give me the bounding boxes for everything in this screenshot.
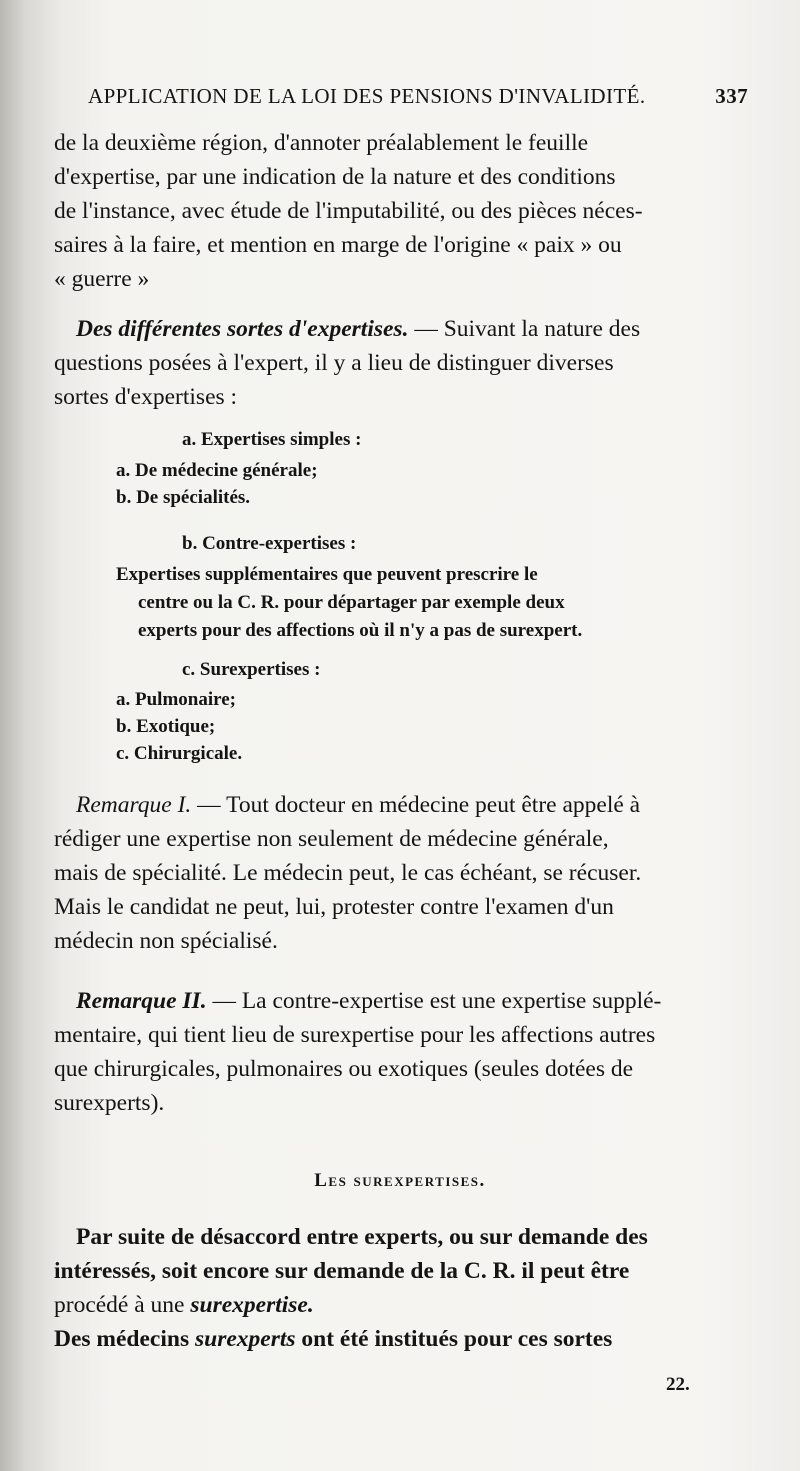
text-span: surexperts [194, 1326, 296, 1352]
signature-mark: 22. [666, 1374, 690, 1395]
text-span: surexpertise. [190, 1292, 314, 1318]
text-line: surexperts). [54, 1090, 165, 1116]
list-b-text [116, 561, 676, 645]
paragraph-2 [54, 312, 744, 414]
page-number: 337 [715, 84, 748, 108]
remark-2 [54, 984, 744, 1120]
text-span: procédé à une [54, 1292, 185, 1318]
text-span: — La contre-expertise est une expertise supplé- [212, 988, 662, 1014]
remark-1 [54, 788, 744, 958]
list-c-items [116, 686, 242, 767]
text-line: Expertises supplémentaires que peuvent prescrire le [116, 564, 538, 585]
text-line: Par suite de désaccord entre experts, ou sur demande des [76, 1224, 648, 1250]
text-line: de la deuxième région, d'annoter préalablement le feuille [54, 130, 589, 156]
list-c-title: c. Surexpertises : [182, 659, 321, 680]
text-line: questions posées à l'expert, il y a lieu de distinguer diverses [54, 350, 614, 376]
text-span: — Tout docteur en médecine peut être appelé à [197, 792, 641, 818]
paragraph-1 [54, 126, 744, 296]
header-title: APPLICATION DE LA LOI DES PENSIONS D'INVALIDITÉ. [88, 84, 646, 108]
text-line [54, 1322, 744, 1356]
text-line: que chirurgicales, pulmonaires ou exotiques (seules dotées de [54, 1056, 634, 1082]
paragraph-3 [54, 1220, 744, 1322]
text-line: mais de spécialité. Le médecin peut, le cas échéant, se récuser. [54, 860, 642, 886]
text-span: ont été institués pour ces sortes [301, 1326, 613, 1352]
text-line: médecin non spécialisé. [54, 928, 278, 954]
text-line: « guerre » [54, 266, 150, 292]
text-line: Mais le candidat ne peut, lui, protester contre l'examen d'un [54, 894, 614, 920]
text-line [54, 312, 744, 346]
list-b-title: b. Contre-expertises : [182, 533, 357, 554]
list-a-items [116, 457, 318, 511]
text-line [54, 788, 744, 822]
remark-label: Remarque I. [76, 792, 192, 818]
text-line: saires à la faire, et mention en marge de l'origine « paix » ou [54, 232, 622, 258]
running-header [88, 84, 748, 109]
text-line: de l'instance, avec étude de l'imputabilité, ou des pièces néces- [54, 198, 643, 224]
list-item: b. De spécialités. [116, 487, 251, 508]
text-span: — Suivant la nature des [414, 316, 641, 342]
section-title [0, 1170, 800, 1192]
list-item: c. Chirurgicale. [116, 743, 243, 764]
text-line: rédiger une expertise non seulement de médecine générale, [54, 826, 609, 852]
list-item: a. Pulmonaire; [116, 689, 236, 710]
section-title-text: Les surexpertises. [314, 1170, 486, 1191]
text-line: centre ou la C. R. pour départager par exemple deux [138, 592, 565, 613]
text-line [54, 1288, 744, 1322]
text-line: d'expertise, par une indication de la nature et des conditions [54, 164, 616, 190]
text-line: intéressés, soit encore sur demande de la C. R. il peut être [54, 1258, 630, 1284]
section-heading-inline: Des différentes sortes d'expertises. [76, 316, 409, 342]
list-a-title: a. Expertises simples : [182, 429, 362, 450]
text-line [54, 984, 744, 1018]
text-line: mentaire, qui tient lieu de surexpertise pour les affections autres [54, 1022, 656, 1048]
text-line: sortes d'expertises : [54, 384, 238, 410]
list-item: b. Exotique; [116, 716, 216, 737]
paragraph-4 [54, 1322, 744, 1356]
text-span: Des médecins [54, 1326, 190, 1352]
text-line: experts pour des affections où il n'y a pas de surexpert. [138, 620, 583, 641]
remark-label: Remarque II. [76, 988, 207, 1014]
list-item: a. De médecine générale; [116, 460, 318, 481]
